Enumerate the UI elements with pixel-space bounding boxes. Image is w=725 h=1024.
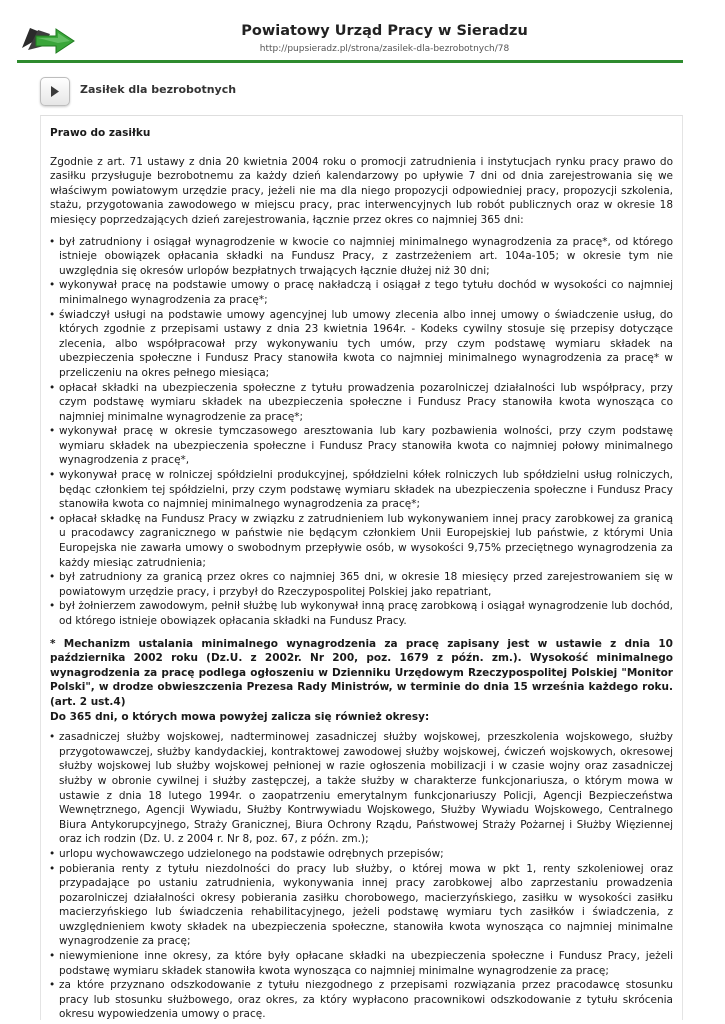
site-url[interactable]: http://pupsieradz.pl/strona/zasilek-dla-bezrobotnych/78: [259, 44, 510, 54]
site-title: Powiatowy Urząd Pracy w Sieradzu: [241, 23, 528, 39]
list-item: • wykonywał pracę w rolniczej spółdzielni produkcyjnej, spółdzielni kółek rolniczych lub spółdzielni usług rolniczych, będąc członkiem tej spółdzielni, przy czym podstawę wymiaru składek na ubezpieczenia społeczne i Fundusz Pracy stanowiła kwota co najmniej minimalnego wynagrodzenia za pracę*;: [50, 468, 673, 512]
site-header: [0, 0, 725, 64]
list-item: • był żołnierzem zawodowym, pełnił służbę lub wykonywał inną pracę zarobkową i osiągał wynagrodzenie lub dochód, od którego istnieje obowiązek opłacania składki na Fundusz Pracy.: [50, 599, 673, 628]
intro-paragraph: Zgodnie z art. 71 ustawy z dnia 20 kwietnia 2004 roku o promocji zatrudnienia i instytucjach rynku pracy prawo do zasiłku przysługuje bezrobotnemu za każdy dzień kalendarzowy po upływie 7 dni od dnia zarejestrowania się we właściwym powiatowym urzędzie pracy, jeżeli nie ma dla niego propozycji odpowiedniej pracy, propozycji szkolenia, stażu, przygotowania zawodowego w miejscu pracy, prac interwencyjnych lub robót publicznych oraz w okresie 18 miesięcy poprzedzających dzień zarejestrowania, łącznie przez okres co najmniej 365 dni:: [50, 155, 673, 226]
content-panel: [40, 115, 683, 1020]
page-title: Zasiłek dla bezrobotnych: [80, 83, 237, 96]
footnote-paragraph: [50, 637, 673, 725]
conditions-list: [50, 235, 673, 629]
article-content: [50, 126, 673, 1022]
page-heading-bar: [40, 77, 680, 107]
list-item: • pobierania renty z tytułu niezdolności do pracy lub służby, o której mowa w pkt 1, renty szkoleniowej oraz przypadające po ustaniu zatrudnienia, wykonywania innej pracy zarobkowej albo zaprzestaniu prowadzenia pozarolniczej działalności okresy pobierania zasiłku chorobowego, macierzyńskiego, zasiłku w wysokości zasiłku macierzyńskiego lub świadczenia rehabilitacyjnego, jeżeli podstawę wymiaru tych zasiłków i świadczenia, z uwzględnieniem kwoty składek na ubezpieczenia społeczne, stanowiła kwota wynosząca co najmniej minimalne wynagrodzenie za pracę;: [50, 862, 673, 950]
chevron-right-icon[interactable]: [40, 77, 70, 106]
list-item: • za które przyznano odszkodowanie z tytułu niezgodnego z przepisami rozwiązania przez pracodawcę stosunku pracy lub stosunku służbowego, oraz okres, za który wypłacono pracownikowi odszkodowanie z tytułu skrócenia okresu wypowiedzenia umowy o pracę.: [50, 978, 673, 1022]
list-item: • był zatrudniony i osiągał wynagrodzenie w kwocie co najmniej minimalnego wynagrodzenia za pracę*, od którego istnieje obowiązek opłacania składki na Fundusz Pracy, z zastrzeżeniem art. 104a-105; w okresie tym nie uwzględnia się okresów urlopów bezpłatnych trwających łącznie dłużej niż 30 dni;: [50, 235, 673, 279]
list-item: • opłacał składkę na Fundusz Pracy w związku z zatrudnieniem lub wykonywaniem innej pracy zarobkowej za granicą u pracodawcy zagranicznego w państwie nie będącym członkiem Unii Europejskiej lub państwie, z którymi Unia Europejska nie zawarła umowy o swobodnym przepływie osób, w wysokości 9,75% przeciętnego wynagrodzenia za każdy miesiąc zatrudnienia;: [50, 512, 673, 570]
periods-subheading: Do 365 dni, o których mowa powyżej zalicza się również okresy:: [50, 710, 430, 723]
list-item: • niewymienione inne okresy, za które były opłacane składki na ubezpieczenia społeczne i Fundusz Pracy, jeżeli podstawę wymiaru składek stanowiła kwota wynosząca co najmniej minimalne wynagrodzenie za pracę;: [50, 949, 673, 978]
list-item: • opłacał składki na ubezpieczenia społeczne z tytułu prowadzenia pozarolniczej działalności lub współpracy, przy czym podstawę wymiaru składek na ubezpieczenia społeczne i Fundusz Pracy stanowiła kwota wynosząca co najmniej minimalne wynagrodzenie za pracę*;: [50, 381, 673, 425]
list-item: • wykonywał pracę na podstawie umowy o pracę nakładczą i osiągał z tego tytułu dochód w wysokości co najmniej minimalnego wynagrodzenia za pracę*;: [50, 278, 673, 307]
list-item: • zasadniczej służby wojskowej, nadterminowej zasadniczej służby wojskowej, przeszkolenia wojskowego, służby przygotowawczej, służby kandydackiej, kontraktowej zawodowej służby wojskowej, ćwiczeń wojskowych, okresowej służby wojskowej lub służby wojskowej pełnionej w razie ogłoszenia mobilizacji i w czasie wojny oraz zasadniczej służby w obronie cywilnej i służby zastępczej, a także służby w charakterze funkcjonariusza, o którym mowa w ustawie z dnia 18 lutego 1994r. o zaopatrzeniu emerytalnym funkcjonariuszy Policji, Agencji Bezpieczeństwa Wewnętrznego, Agencji Wywiadu, Służby Kontrwywiadu Wojskowego, Służby Wywiadu Wojskowego, Centralnego Biura Antykorupcyjnego, Straży Granicznej, Biura Ochrony Rządu, Państwowej Straży Pożarnej i Służby Więziennej oraz ich rodzin (Dz. U. z 2004 r. Nr 8, poz. 67, z późn. zm.);: [50, 730, 673, 847]
footnote-text: * Mechanizm ustalania minimalnego wynagrodzenia za pracę zapisany jest w ustawie z dnia 10 października 2002 roku (Dz.U. z 2002r. Nr 200, poz. 1679 z późn. zm.). Wysokość minimalnego wynagrodzenia za pracę podlega ogłoszeniu w Dzienniku Urzędowym Rzeczypospolitej Polskiej "Monitor Polski", w drodze obwieszczenia Prezesa Rady Ministrów, w terminie do dnia 15 września każdego roku. (art. 2 ust.4): [50, 637, 673, 708]
section-heading: Prawo do zasiłku: [50, 127, 151, 139]
header-divider: [17, 60, 683, 63]
list-item: • urlopu wychowawczego udzielonego na podstawie odrębnych przepisów;: [50, 847, 673, 862]
list-item: • był zatrudniony za granicą przez okres co najmniej 365 dni, w okresie 18 miesięcy przed zarejestrowaniem się w powiatowym urzędzie pracy, i przybył do Rzeczypospolitej Polskiej jako repatriant,: [50, 570, 673, 599]
list-item: • świadczył usługi na podstawie umowy agencyjnej lub umowy zlecenia albo innej umowy o świadczenie usług, do których zgodnie z przepisami ustawy z dnia 23 kwietnia 1964r. - Kodeks cywilny stosuje się przepisy dotyczące zlecenia, albo współpracował przy wykonywaniu tych umów, przy czym podstawę wymiaru składek na ubezpieczenia społeczne i Fundusz Pracy stanowiła kwota co najmniej minimalnego wynagrodzenia za pracę* w przeliczeniu na okres pełnego miesiąca;: [50, 308, 673, 381]
list-item: • wykonywał pracę w okresie tymczasowego aresztowania lub kary pozbawienia wolności, przy czym podstawę wymiaru składek na ubezpieczenia społeczne i Fundusz Pracy stanowiła kwota co najmniej połowy minimalnego wynagrodzenia z pracę*,: [50, 424, 673, 468]
periods-list: [50, 730, 673, 1022]
